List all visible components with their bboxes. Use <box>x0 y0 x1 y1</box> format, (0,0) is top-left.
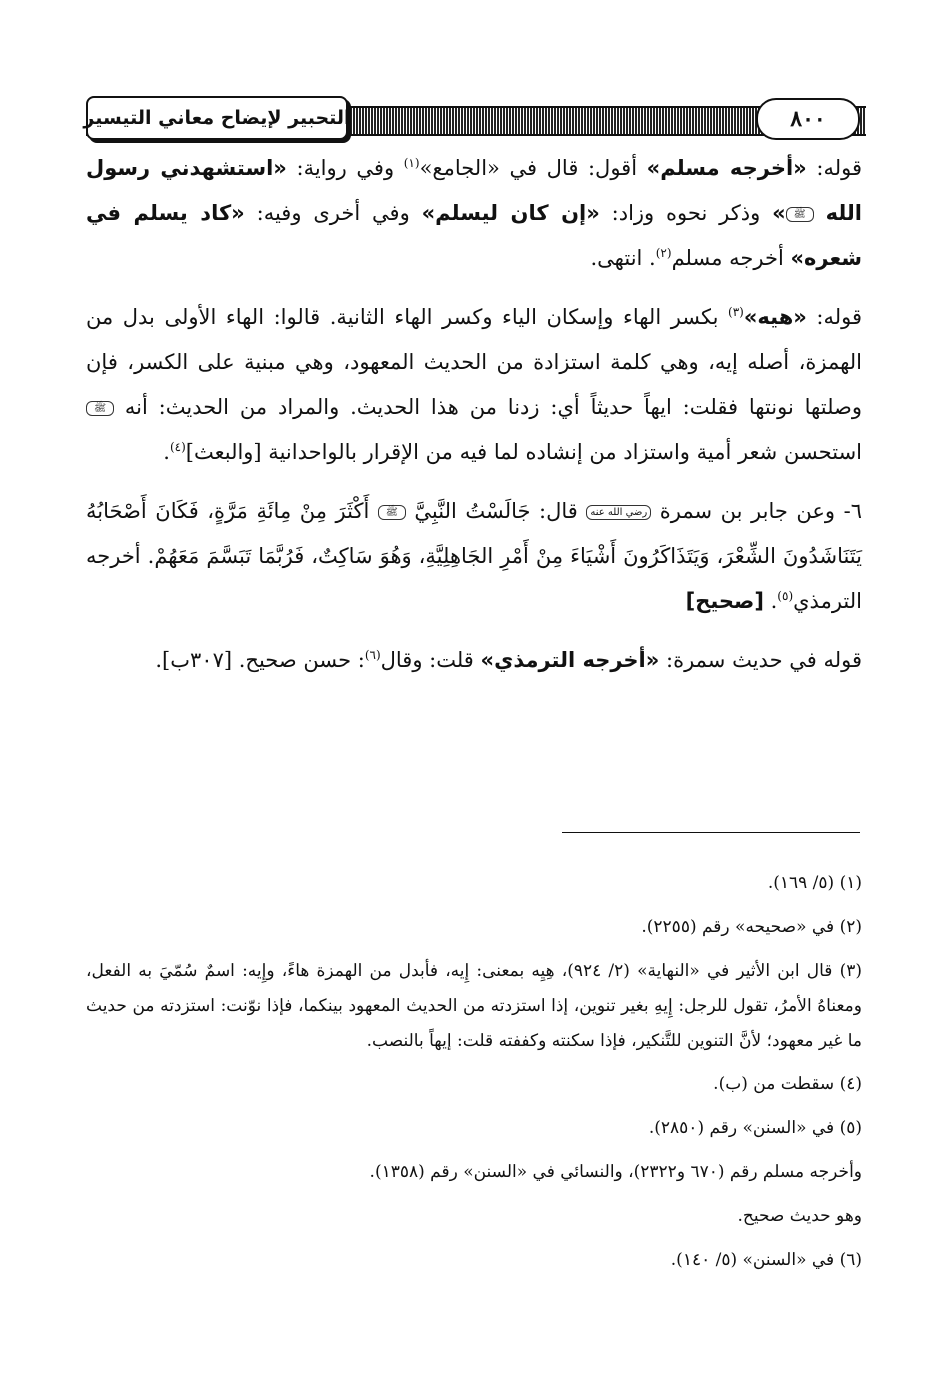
text-run: أقول: قال في «الجامع» <box>419 156 647 180</box>
footnote-3: (٣) قال ابن الأثير في «النهاية» (٢/ ٩٢٤)، هِيِه بمعنى: إِيه، فأبدل من الهمزة هاءً، وإِيه: اسمٌ سُمّيَ به الفعل، ومعناهُ الأمرُ، تقول للرجل: إِيهِ بغير تنوين، إذا استزدته من الحديث المعهود بينكما، فإذا نوّنت: استزدته من حديث ما غير معهود؛ لأنَّ التنوين للتَّنكير، فإذا سكنته وكففته قلت: إيهاً بالنصب. <box>86 961 862 1051</box>
footnote-ref: (٦) <box>364 648 381 662</box>
footnote-5: (٥) في «السنن» رقم (٢٨٥٠). <box>648 1118 862 1138</box>
footnote-ref: (١) <box>403 156 420 170</box>
quote-mark: » <box>772 201 786 225</box>
quoted-term: «أخرجه الترمذي» <box>480 648 660 672</box>
text-run: أخرجه مسلم <box>671 246 791 270</box>
page-number-text: ٨٠٠ <box>790 106 826 132</box>
text-run: أخرجه الترمذي <box>86 544 862 613</box>
footnote-ref: (٣) <box>728 305 744 319</box>
text-run: قال: <box>530 499 587 523</box>
text-run: قوله: <box>806 305 863 329</box>
salawat-glyph-icon: ﷺ <box>786 207 814 222</box>
paragraph-4 <box>86 638 862 683</box>
footnote-2: (٢) في «صحيحه» رقم (٢٢٥٥). <box>641 917 862 937</box>
quoted-term: «هيه» <box>743 305 807 329</box>
footnote-4: (٤) سقطت من (ب). <box>713 1074 862 1094</box>
quoted-term: «كاد يسلم في شعره» <box>86 201 862 270</box>
text-run: بكسر الهاء وإسكان الياء وكسر الهاء الثانية. قالوا: الهاء الأولى بدل من الهمزة، أصله إيه، وهي كلمة استزادة من الحديث المعهود، وهي مبنية على الكسر، فإن وصلتها نونتها فقلت: ايهاً حديثاً أي: زدنا من هذا الحديث. والمراد من الحديث: أنه <box>86 305 862 419</box>
text-run: قلت: وقال <box>380 648 481 672</box>
quoted-term: «أخرجه مسلم» <box>646 156 807 180</box>
main-text <box>86 146 862 695</box>
text-run: قوله في حديث سمرة: <box>659 648 862 672</box>
hadith-grade: [صحيح] <box>685 589 764 613</box>
footnotes <box>86 866 862 1287</box>
footnote-separator <box>562 832 860 833</box>
quoted-term: «استشهدني رسول الله <box>86 156 862 225</box>
footnote-5-continued: وأخرجه مسلم رقم (٦٧٠ و٢٣٢٢)، والنسائي في «السنن» رقم (١٣٥٨). <box>369 1162 862 1182</box>
page-header <box>83 94 866 146</box>
paragraph-1 <box>86 146 862 281</box>
salawat-glyph-icon: ﷺ <box>86 401 114 416</box>
text-run: . انتهى. <box>590 246 656 270</box>
text-run: قوله: <box>806 156 862 180</box>
text-run: وفي رواية: <box>286 156 404 180</box>
page-number <box>756 98 860 140</box>
text-run: . <box>763 589 778 613</box>
text-run: ٦- وعن جابر بن سمرة <box>651 499 862 523</box>
book-title-text: التحبير لإيضاح معاني التيسير <box>83 107 351 129</box>
radiallahu-glyph-icon: رضي الله عنه <box>586 505 651 520</box>
footnote-5-grade: وهو حديث صحيح. <box>737 1206 862 1226</box>
hadith-text: أَكْثَرَ مِنْ مِائَةِ مَرَّةٍ، فَكَانَ أَصْحَابُهُ يَتَنَاشَدُونَ الشِّعْرَ، وَيَتَذَاكَرُونَ أَشْيَاءَ مِنْ أَمْرِ الجَاهِلِيَّةِ، وَهُوَ سَاكِتٌ، فَرُبَّمَا تَبَسَّمَ مَعَهُمْ. <box>86 499 862 568</box>
footnote-6: (٦) في «السنن» (٥/ ١٤٠). <box>670 1250 862 1270</box>
paragraph-3-hadith <box>86 489 862 624</box>
salawat-glyph-icon: ﷺ <box>378 505 406 520</box>
footnote-ref: (٤) <box>169 440 186 454</box>
text-run: استحسن شعر أمية واستزاد من إنشاده لما فيه من الإقرار بالواحدانية [والبعث] <box>185 440 862 464</box>
paragraph-2 <box>86 295 862 475</box>
hadith-text: جَالَسْتُ النَّبِيَّ <box>414 499 531 523</box>
text-run: : حسن صحيح. [٣٠٧ب]. <box>155 648 365 672</box>
footnote-ref: (٢) <box>655 246 672 260</box>
book-title <box>83 96 351 140</box>
text-run: وذكر نحوه وزاد: <box>599 201 773 225</box>
quoted-term: «إن كان ليسلم» <box>421 201 600 225</box>
footnote-ref: (٥) <box>777 589 794 603</box>
footnote-1: (١) (٥/ ١٦٩). <box>767 873 862 893</box>
text-run: وفي أخرى وفيه: <box>244 201 422 225</box>
text-run: . <box>163 440 170 464</box>
